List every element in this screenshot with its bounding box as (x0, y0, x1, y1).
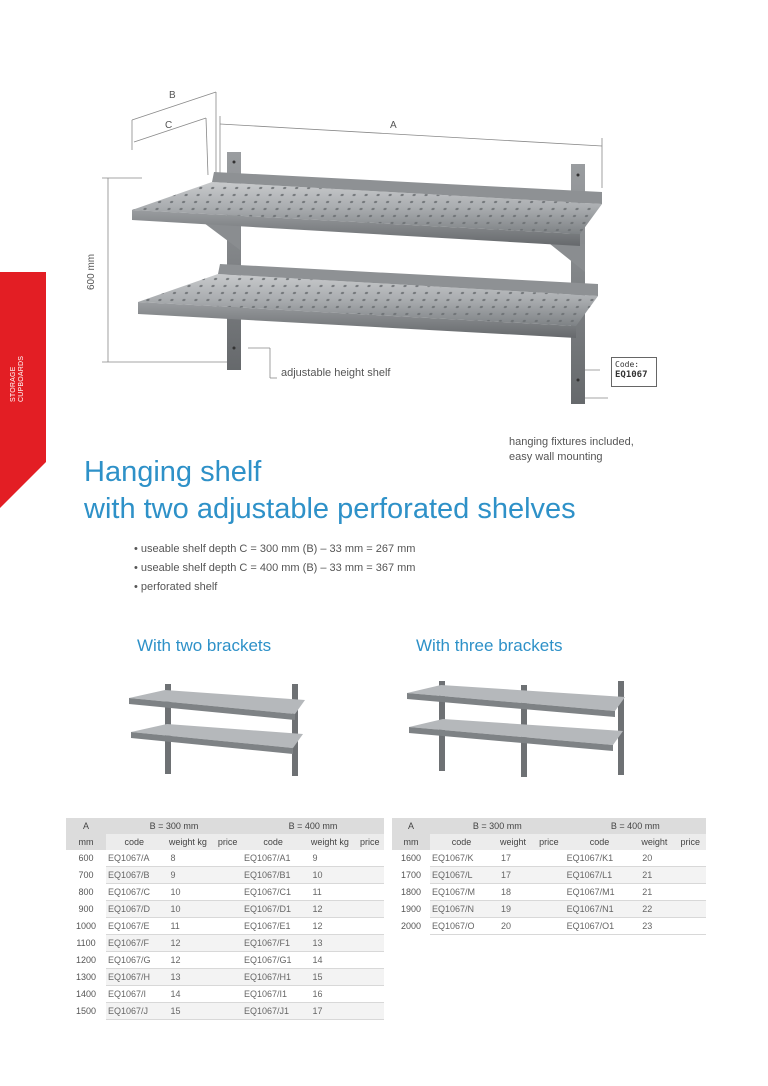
dimension-a-label: A (390, 120, 397, 131)
price-cell (533, 867, 564, 884)
length-cell: 1200 (66, 952, 106, 969)
price-cell (213, 867, 242, 884)
weight-cell: 12 (304, 918, 355, 935)
code-cell: EQ1067/G (106, 952, 162, 969)
price-cell (213, 884, 242, 901)
code-value: EQ1067 (615, 370, 648, 380)
fixtures-note-line2: easy wall mounting (509, 451, 603, 463)
code-cell: EQ1067/B1 (242, 867, 305, 884)
col-header: price (355, 834, 384, 850)
code-cell: EQ1067/B (106, 867, 162, 884)
col-header: price (674, 834, 706, 850)
weight-cell: 15 (162, 1003, 213, 1020)
product-title (84, 454, 576, 528)
price-cell (213, 1003, 242, 1020)
price-cell (355, 1003, 384, 1020)
dimension-b-label: B (169, 90, 176, 101)
col-header: weight (493, 834, 533, 850)
code-cell: EQ1067/A1 (242, 850, 305, 867)
feature-list (134, 540, 415, 597)
code-cell: EQ1067/N (430, 901, 493, 918)
price-cell (674, 918, 706, 935)
code-cell: EQ1067/M (430, 884, 493, 901)
weight-cell: 12 (162, 952, 213, 969)
code-cell: EQ1067/O (430, 918, 493, 935)
code-cell: EQ1067/G1 (242, 952, 305, 969)
table-row (392, 867, 706, 884)
weight-cell: 11 (162, 918, 213, 935)
col-a-header: A (392, 818, 430, 834)
table-row (66, 935, 384, 952)
price-cell (355, 867, 384, 884)
col-header: code (565, 834, 635, 850)
code-cell: EQ1067/D (106, 901, 162, 918)
length-cell: 1000 (66, 918, 106, 935)
length-cell: 700 (66, 867, 106, 884)
price-cell (355, 918, 384, 935)
weight-cell: 9 (304, 850, 355, 867)
code-cell: EQ1067/A (106, 850, 162, 867)
weight-cell: 12 (162, 935, 213, 952)
table-row (392, 850, 706, 867)
code-cell: EQ1067/O1 (565, 918, 635, 935)
col-header: code (430, 834, 493, 850)
table-row (66, 850, 384, 867)
length-cell: 900 (66, 901, 106, 918)
length-cell: 600 (66, 850, 106, 867)
price-cell (533, 901, 564, 918)
table-row (392, 884, 706, 901)
price-cell (213, 986, 242, 1003)
table-row (66, 986, 384, 1003)
weight-cell: 10 (304, 867, 355, 884)
price-cell (213, 850, 242, 867)
weight-cell: 8 (162, 850, 213, 867)
table-row (66, 884, 384, 901)
weight-cell: 21 (634, 867, 674, 884)
price-cell (355, 969, 384, 986)
price-table-1600-2000 (392, 818, 706, 935)
length-cell: 1400 (66, 986, 106, 1003)
weight-cell: 22 (634, 901, 674, 918)
col-header: price (213, 834, 242, 850)
product-code-box (611, 357, 657, 387)
table-row (392, 901, 706, 918)
code-cell: EQ1067/F1 (242, 935, 305, 952)
weight-cell: 20 (493, 918, 533, 935)
table-row (66, 969, 384, 986)
length-cell: 1100 (66, 935, 106, 952)
price-cell (355, 884, 384, 901)
weight-cell: 11 (304, 884, 355, 901)
length-cell: 1800 (392, 884, 430, 901)
code-cell: EQ1067/I1 (242, 986, 305, 1003)
weight-cell: 15 (304, 969, 355, 986)
table-row (66, 1003, 384, 1020)
length-cell: 1900 (392, 901, 430, 918)
weight-cell: 17 (304, 1003, 355, 1020)
group-b300-header: B = 300 mm (430, 818, 565, 834)
product-title-line2: with two adjustable perforated shelves (84, 493, 576, 525)
code-cell: EQ1067/E (106, 918, 162, 935)
length-cell: 1500 (66, 1003, 106, 1020)
code-cell: EQ1067/C (106, 884, 162, 901)
price-cell (533, 918, 564, 935)
length-cell: 2000 (392, 918, 430, 935)
price-cell (213, 901, 242, 918)
code-cell: EQ1067/H1 (242, 969, 305, 986)
price-cell (355, 986, 384, 1003)
col-header: weight kg (162, 834, 213, 850)
col-header: code (106, 834, 162, 850)
col-header: weight (634, 834, 674, 850)
two-brackets-shelf-image (125, 680, 310, 780)
code-cell: EQ1067/L (430, 867, 493, 884)
dimension-height-label: 600 mm (86, 253, 97, 290)
weight-cell: 12 (304, 901, 355, 918)
weight-cell: 17 (493, 867, 533, 884)
price-cell (355, 901, 384, 918)
weight-cell: 17 (493, 850, 533, 867)
adjustable-shelf-note: adjustable height shelf (281, 367, 391, 379)
feature-item: • perforated shelf (134, 578, 415, 597)
weight-cell: 18 (493, 884, 533, 901)
table-row (392, 918, 706, 935)
weight-cell: 10 (162, 884, 213, 901)
price-cell (674, 901, 706, 918)
weight-cell: 10 (162, 901, 213, 918)
weight-cell: 19 (493, 901, 533, 918)
code-label: Code: (615, 360, 640, 369)
col-header: code (242, 834, 305, 850)
code-cell: EQ1067/K (430, 850, 493, 867)
three-brackets-shelf-image (405, 677, 630, 777)
code-cell: EQ1067/C1 (242, 884, 305, 901)
weight-cell: 21 (634, 884, 674, 901)
col-a-unit: mm (392, 834, 430, 850)
weight-cell: 13 (304, 935, 355, 952)
feature-item: • useable shelf depth C = 300 mm (B) – 33 mm = 267 mm (134, 540, 415, 559)
feature-item: • useable shelf depth C = 400 mm (B) – 33 mm = 367 mm (134, 559, 415, 578)
group-b400-header: B = 400 mm (242, 818, 384, 834)
weight-cell: 20 (634, 850, 674, 867)
price-cell (533, 850, 564, 867)
col-a-unit: mm (66, 834, 106, 850)
price-cell (213, 918, 242, 935)
variant-two-brackets-heading: With two brackets (137, 636, 272, 655)
col-header: weight kg (304, 834, 355, 850)
col-header: price (533, 834, 564, 850)
price-cell (674, 867, 706, 884)
weight-cell: 14 (162, 986, 213, 1003)
code-cell: EQ1067/F (106, 935, 162, 952)
length-cell: 800 (66, 884, 106, 901)
weight-cell: 14 (304, 952, 355, 969)
length-cell: 1300 (66, 969, 106, 986)
dimension-c-label: C (165, 120, 173, 131)
product-title-line1: Hanging shelf (84, 456, 262, 488)
side-tab-label: STORAGE CUPBOARDS (10, 355, 25, 402)
code-cell: EQ1067/K1 (565, 850, 635, 867)
code-cell: EQ1067/L1 (565, 867, 635, 884)
weight-cell: 23 (634, 918, 674, 935)
code-cell: EQ1067/H (106, 969, 162, 986)
weight-cell: 16 (304, 986, 355, 1003)
price-cell (355, 935, 384, 952)
table-row (66, 901, 384, 918)
code-cell: EQ1067/J1 (242, 1003, 305, 1020)
group-b400-header: B = 400 mm (565, 818, 706, 834)
weight-cell: 9 (162, 867, 213, 884)
weight-cell: 13 (162, 969, 213, 986)
length-cell: 1600 (392, 850, 430, 867)
table-row (66, 918, 384, 935)
code-cell: EQ1067/E1 (242, 918, 305, 935)
table-row (66, 867, 384, 884)
shelf-dimension-drawing (80, 80, 680, 470)
col-a-header: A (66, 818, 106, 834)
price-cell (213, 952, 242, 969)
price-cell (213, 935, 242, 952)
price-table-600-1500 (66, 818, 384, 1020)
code-cell: EQ1067/J (106, 1003, 162, 1020)
price-cell (674, 850, 706, 867)
group-b300-header: B = 300 mm (106, 818, 242, 834)
table-row (66, 952, 384, 969)
price-cell (355, 952, 384, 969)
price-cell (674, 884, 706, 901)
code-cell: EQ1067/I (106, 986, 162, 1003)
price-cell (213, 969, 242, 986)
fixtures-note-line1: hanging fixtures included, (509, 436, 634, 448)
code-cell: EQ1067/M1 (565, 884, 635, 901)
code-cell: EQ1067/N1 (565, 901, 635, 918)
price-cell (533, 884, 564, 901)
length-cell: 1700 (392, 867, 430, 884)
variant-three-brackets-heading: With three brackets (416, 636, 563, 655)
code-cell: EQ1067/D1 (242, 901, 305, 918)
price-cell (355, 850, 384, 867)
